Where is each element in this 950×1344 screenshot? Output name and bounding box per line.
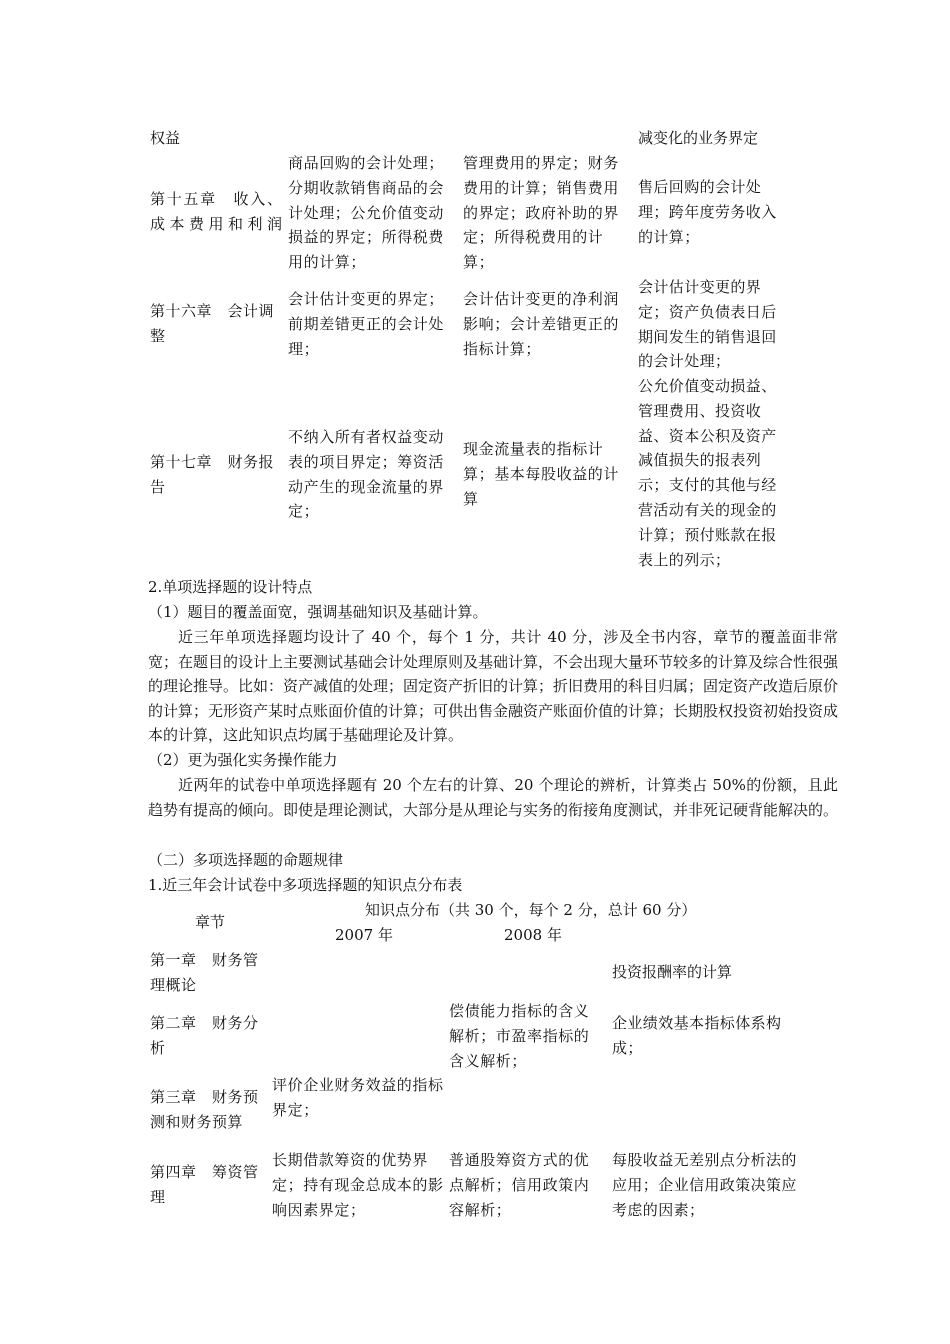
table-cell: 投资报酬率的计算	[612, 963, 733, 981]
paragraph: 近三年单项选择题均设计了 40 个，每个 1 分，共计 40 分，涉及全书内容，章节的覆盖面非常宽；在题目的设计上主要测试基础会计处理原则及基础计算，不会出现大量环节较多的计算及综合性很强的理论推导。比如：资产减值的处理；固定资产折旧的计算；折旧费用的科目归属；固定资产改造后原价的计算；无形资产某时点账面价值的计算；可供出售金融资产账面价值的计算；长期股权投资初始投资成本的计算，这此知识点均属于基础理论及计算。	[148, 628, 839, 745]
table-cell-chapter: 第十五章 收入、成本费用和利润	[150, 190, 282, 233]
table-cell: 评价企业财务效益的指标界定；	[272, 1076, 444, 1119]
table-header-chapter: 章节	[195, 913, 226, 931]
table-cell: 每股收益无差别点分析法的应用；企业信用政策决策应考虑的因素；	[612, 1151, 797, 1219]
table-cell: 现金流量表的指标计算；基本每股收益的计算	[463, 440, 620, 508]
table-header-distribution: 知识点分布（共 30 个，每个 2 分，总计 60 分）	[365, 901, 697, 919]
table-cell: 长期借款筹资的优势界定；持有现金总成本的影响因素界定；	[272, 1151, 444, 1219]
table-cell: 会计估计变更的净利润影响；会计差错更正的指标计算；	[463, 290, 620, 358]
table-cell: 普通股筹资方式的优点解析；信用政策内容解析；	[449, 1151, 590, 1219]
table-cell-chapter: 第十六章 会计调整	[150, 302, 275, 345]
table-cell-chapter: 第一章 财务管理概论	[150, 951, 259, 994]
table-header-year: 2007 年	[335, 926, 393, 944]
table-cell: 偿债能力指标的含义解析；市盈率指标的含义解析；	[449, 1002, 590, 1070]
table-cell: 企业绩效基本指标体系构成；	[612, 1014, 782, 1057]
paragraph: 近两年的试卷中单项选择题有 20 个左右的计算、20 个理论的辨析，计算类占 50%的份额，且此趋势有提高的倾向。即使是理论测试，大部分是从理论与实务的衔接角度测试，并非死记硬背能解决的。	[148, 776, 839, 819]
section-heading: 1.近三年会计试卷中多项选择题的知识点分布表	[148, 876, 463, 894]
table-cell: 会计估计变更的界定；前期差错更正的会计处理；	[288, 290, 445, 358]
table-cell-chapter: 第三章 财务预测和财务预算	[150, 1088, 259, 1131]
table-cell-chapter: 第二章 财务分析	[150, 1014, 259, 1057]
section-heading: （二）多项选择题的命题规律	[148, 851, 344, 869]
table-cell: 商品回购的会计处理；分期收款销售商品的会计处理；公允价值变动损益的界定；所得税费用的计算；	[288, 154, 445, 272]
table-header-year: 2008 年	[504, 926, 562, 944]
table-cell-chapter: 权益	[150, 129, 181, 147]
table-cell: 不纳入所有者权益变动表的项目界定；筹资活动产生的现金流量的界定；	[288, 428, 445, 521]
table-cell-chapter: 第十七章 财务报告	[150, 453, 275, 496]
subsection-heading: （1）题目的覆盖面宽，强调基础知识及基础计算。	[148, 603, 488, 621]
subsection-heading: （2）更为强化实务操作能力	[148, 751, 338, 769]
table-cell: 公允价值变动损益、管理费用、投资收益、资本公积及资产减值损失的报表列示；支付的其他与经营活动有关的现金的计算；预付账款在报表上的列示；	[638, 377, 777, 569]
table-cell: 管理费用的界定；财务费用的计算；销售费用的界定；政府补助的界定；所得税费用的计算；	[463, 154, 620, 272]
table-cell: 售后回购的会计处理；跨年度劳务收入的计算；	[638, 178, 777, 246]
table-cell: 减变化的业务界定	[638, 129, 759, 147]
table-cell: 会计估计变更的界定；资产负债表日后期间发生的销售退回的会计处理；	[638, 278, 777, 371]
section-heading: 2.单项选择题的设计特点	[148, 578, 313, 596]
table-cell-chapter: 第四章 筹资管理	[150, 1163, 259, 1206]
